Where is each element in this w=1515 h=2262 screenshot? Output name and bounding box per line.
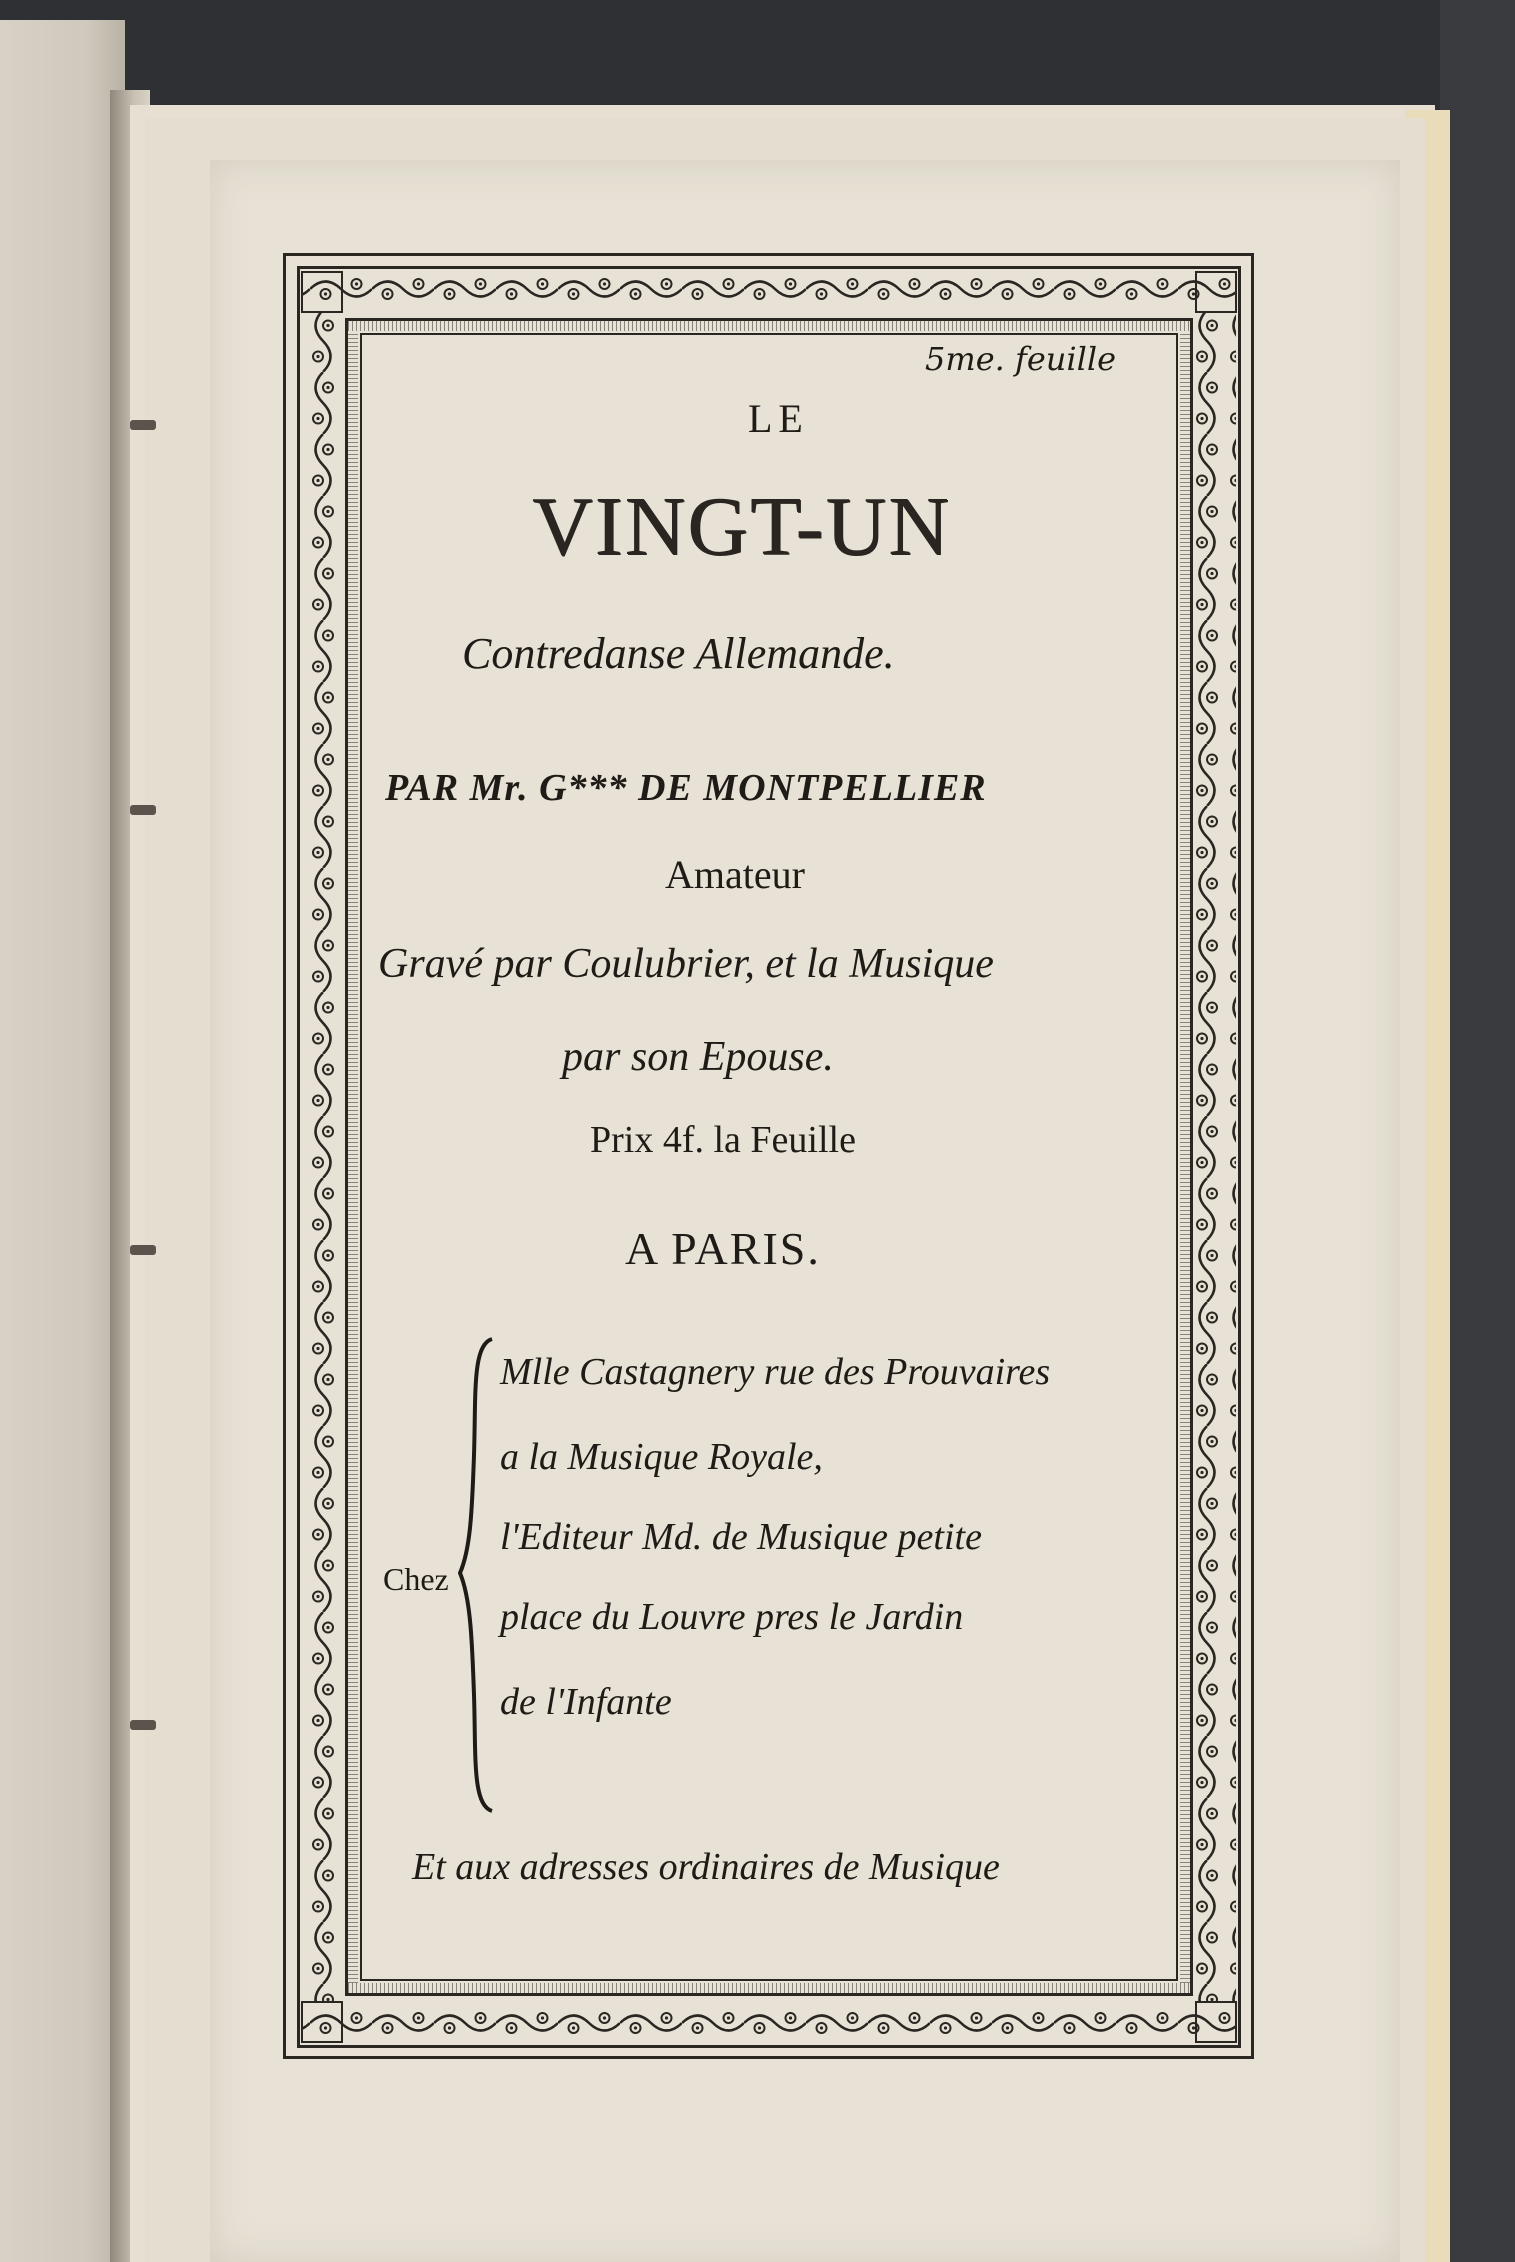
city: A PARIS. — [625, 1223, 821, 1274]
engraver-line-1: Gravé par Coulubrier, et la Musique — [378, 941, 994, 987]
seller-line: de l'Infante — [500, 1681, 672, 1723]
hatch-left — [348, 331, 358, 1983]
author-role: Amateur — [665, 852, 805, 897]
hatch-right — [1180, 331, 1190, 1983]
footer-line: Et aux adresses ordinaires de Musique — [412, 1846, 1000, 1888]
seller-line: l'Editeur Md. de Musique petite — [500, 1516, 982, 1558]
title-article: LE — [748, 396, 809, 441]
seller-line: place du Louvre pres le Jardin — [500, 1596, 964, 1638]
author-line: PAR Mr. G*** DE MONTPELLIER — [385, 767, 987, 809]
page-title: VINGT-UN — [532, 480, 951, 573]
brace-icon — [458, 1335, 498, 1815]
sellers-label: Chez — [383, 1561, 449, 1597]
seller-line: a la Musique Royale, — [500, 1436, 823, 1478]
hatch-top — [348, 321, 1190, 331]
subtitle: Contredanse Allemande. — [462, 629, 895, 678]
sheet-number: 5me. feuille — [925, 340, 1117, 378]
hatch-bottom — [348, 1983, 1190, 1993]
engraver-line-2: par son Epouse. — [562, 1034, 834, 1080]
price: Prix 4f. la Feuille — [590, 1119, 856, 1161]
seller-line: Mlle Castagnery rue des Prouvaires — [500, 1351, 1051, 1393]
